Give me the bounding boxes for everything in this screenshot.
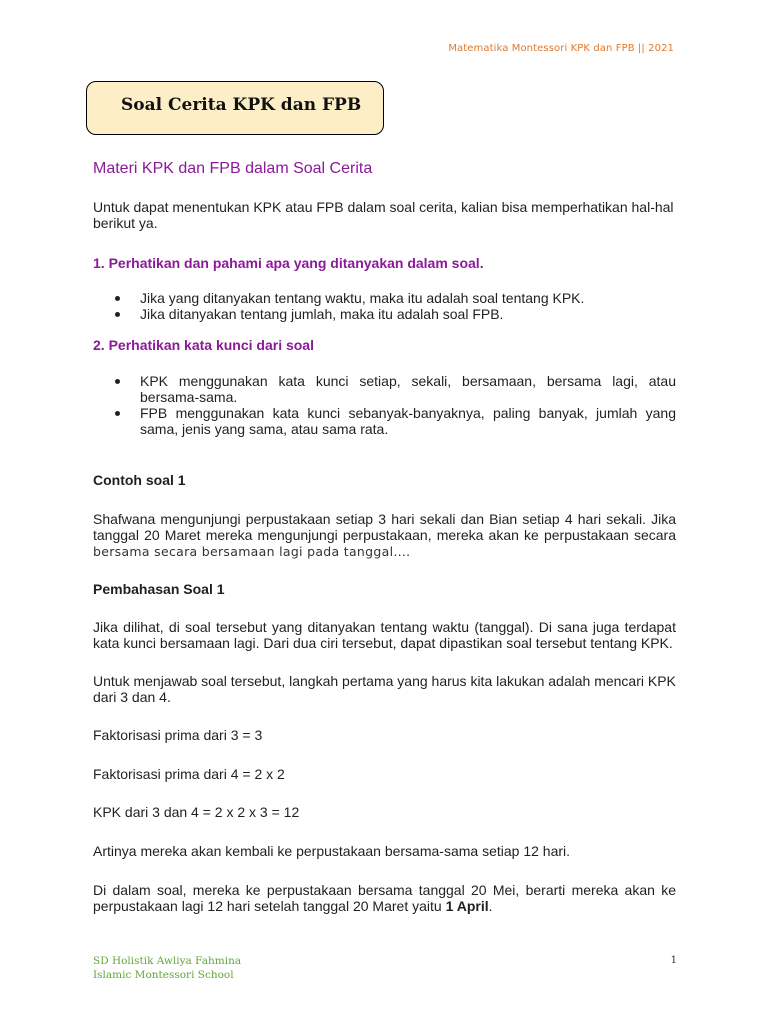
discussion-paragraph-7 xyxy=(93,882,676,914)
list-item-text: KPK menggunakan kata kunci setiap, sekali, bersamaan, bersama lagi, atau bersama-sama. xyxy=(140,373,676,405)
list-item-text: FPB menggunakan kata kunci sebanyak-banyaknya, paling banyak, jumlah yang sama, jenis yang sama, atau sama rata. xyxy=(140,405,676,437)
list-item xyxy=(93,290,676,306)
footer-school-name: SD Holistik Awliya Fahmina xyxy=(93,955,242,967)
list-item xyxy=(93,405,676,437)
discussion-paragraph-5: KPK dari 3 dan 4 = 2 x 2 x 3 = 12 xyxy=(93,804,300,820)
point-1-list xyxy=(93,290,676,322)
example-text-tail: bersama secara bersamaan lagi pada tanggal…. xyxy=(93,544,411,559)
example-text: Shafwana mengunjungi perpustakaan setiap 3 hari sekali dan Bian setiap 4 hari sekali. Jika tanggal 20 Maret mereka mengunjungi perpustakaan, mereka akan ke perpustakaan secara xyxy=(93,511,676,543)
discussion-paragraph-6: Artinya mereka akan kembali ke perpustakaan bersama-sama setiap 12 hari. xyxy=(93,843,571,859)
discussion-paragraph-2: Untuk menjawab soal tersebut, langkah pertama yang harus kita lakukan adalah mencari KPK dari 3 dan 4. xyxy=(93,673,676,705)
answer-text: 1 April xyxy=(445,898,489,914)
header-note: Matematika Montessori KPK dan FPB || 2021 xyxy=(448,43,674,54)
sentence-end: . xyxy=(488,898,493,914)
page-title: Soal Cerita KPK dan FPB xyxy=(121,95,362,115)
page-number: 1 xyxy=(670,955,677,966)
discussion-label: Pembahasan Soal 1 xyxy=(93,581,225,597)
point-2-heading: 2. Perhatikan kata kunci dari soal xyxy=(93,337,314,353)
list-item xyxy=(93,306,676,322)
title-box xyxy=(86,81,384,135)
example-paragraph xyxy=(93,511,676,560)
list-item xyxy=(93,373,676,405)
list-item-text: Jika yang ditanyakan tentang waktu, maka itu adalah soal tentang KPK. xyxy=(140,290,585,306)
section-heading: Materi KPK dan FPB dalam Soal Cerita xyxy=(93,160,373,177)
discussion-paragraph-4: Faktorisasi prima dari 4 = 2 x 2 xyxy=(93,766,285,782)
point-2-list xyxy=(93,373,676,437)
footer-school xyxy=(93,954,241,982)
bullet-icon xyxy=(115,312,120,317)
example-label: Contoh soal 1 xyxy=(93,472,186,488)
point-1-heading: 1. Perhatikan dan pahami apa yang ditanyakan dalam soal. xyxy=(93,255,484,271)
footer-school-subtitle: Islamic Montessori School xyxy=(93,969,234,981)
discussion-paragraph-1: Jika dilihat, di soal tersebut yang ditanyakan tentang waktu (tanggal). Di sana juga terdapat kata kunci bersamaan lagi. Dari dua ciri tersebut, dapat dipastikan soal tersebut tentang KPK. xyxy=(93,619,676,651)
discussion-text: Di dalam soal, mereka ke perpustakaan bersama tanggal 20 Mei, berarti mereka akan ke perpustakaan lagi 12 hari setelah tanggal 20 Maret yaitu xyxy=(93,882,676,914)
bullet-icon xyxy=(115,379,120,384)
intro-paragraph: Untuk dapat menentukan KPK atau FPB dalam soal cerita, kalian bisa memperhatikan hal-hal berikut ya. xyxy=(93,199,674,231)
bullet-icon xyxy=(115,411,120,416)
discussion-paragraph-3: Faktorisasi prima dari 3 = 3 xyxy=(93,727,263,743)
list-item-text: Jika ditanyakan tentang jumlah, maka itu adalah soal FPB. xyxy=(140,306,504,322)
bullet-icon xyxy=(115,296,120,301)
